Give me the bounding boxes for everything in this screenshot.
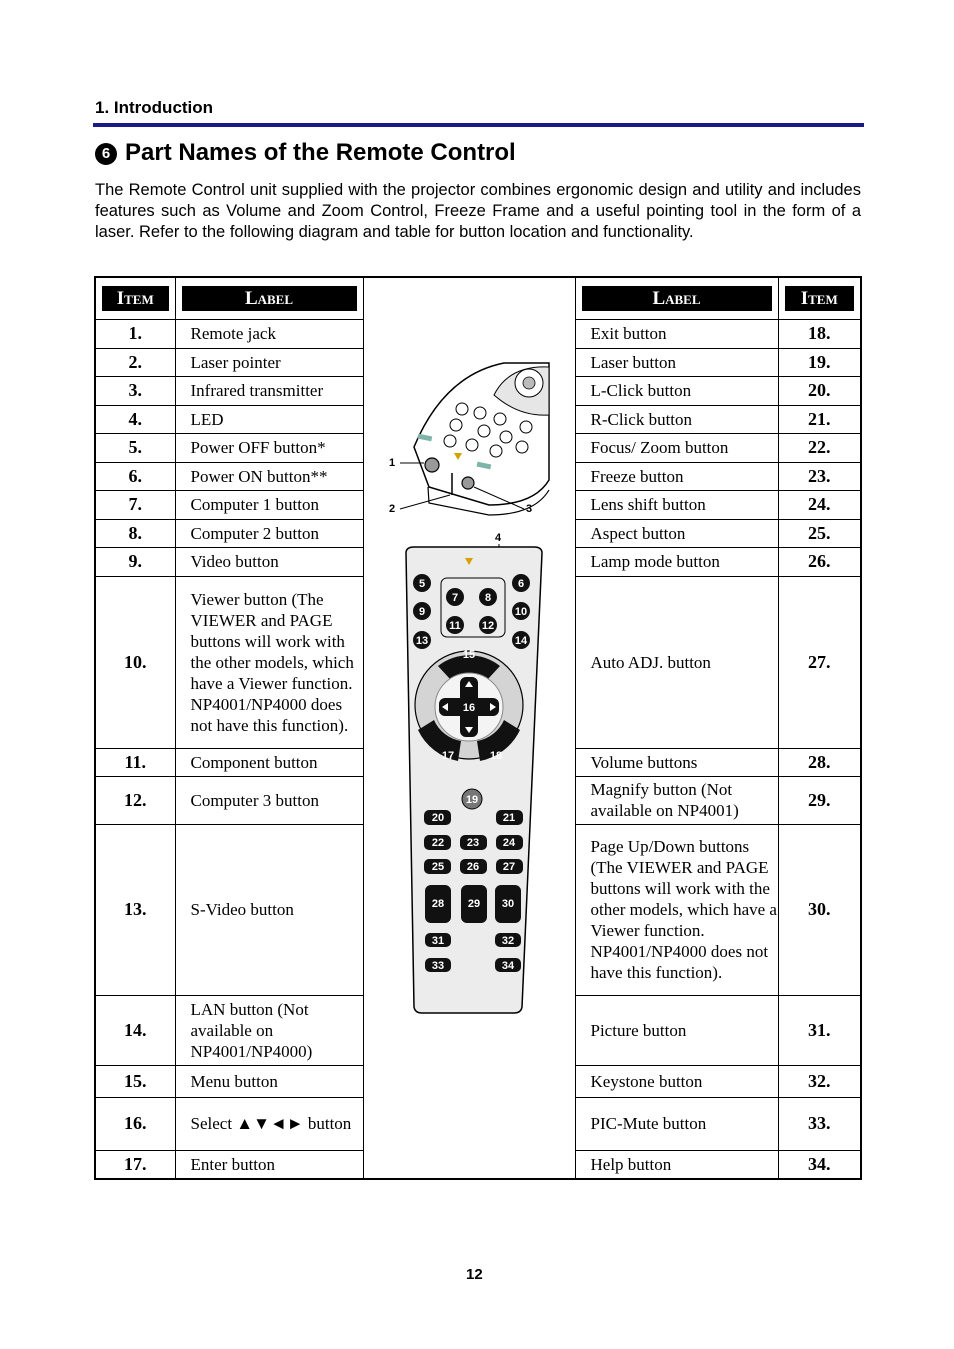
right-item-label: Exit button [575, 319, 778, 348]
right-item-number: 26. [778, 547, 861, 576]
callout-17: 17 [441, 750, 455, 762]
right-item-label: R-Click button [575, 405, 778, 433]
callout-25: 25 [431, 861, 445, 873]
left-item-number: 2. [95, 348, 175, 376]
callout-22: 22 [431, 837, 445, 849]
callout-34: 34 [501, 960, 515, 972]
callout-24: 24 [502, 837, 516, 849]
callout-27: 27 [502, 861, 516, 873]
right-item-number: 31. [778, 995, 861, 1065]
left-item-label: LAN button (Not available on NP4001/NP4000) [175, 995, 363, 1065]
left-item-label: Computer 3 button [175, 776, 363, 824]
left-item-number: 11. [95, 748, 175, 776]
callout-10: 10 [514, 606, 528, 618]
callout-12: 12 [481, 620, 495, 632]
left-item-number: 17. [95, 1150, 175, 1179]
left-item-number: 4. [95, 405, 175, 433]
callout-32: 32 [501, 935, 515, 947]
callout-29: 29 [467, 898, 481, 910]
left-item-number: 1. [95, 319, 175, 348]
callout-13: 13 [415, 635, 429, 647]
intro-paragraph: The Remote Control unit supplied with the projector combines ergonomic design and utility and includes features such as Volume and Zoom Control, Freeze Frame and a useful pointing tool in the form of a laser. Refer to the following diagram and table for button location and functionality. [95, 181, 861, 241]
right-label-header [575, 277, 778, 319]
left-item-label: Menu button [175, 1065, 363, 1097]
right-item-number: 32. [778, 1065, 861, 1097]
left-item-number: 9. [95, 547, 175, 576]
infrared-transmitter-icon [462, 477, 474, 489]
right-item-label: Magnify button (Not available on NP4001) [575, 776, 778, 824]
callout-3: 3 [526, 503, 533, 515]
callout-14: 14 [514, 635, 528, 647]
callout-15: 15 [462, 649, 476, 661]
left-label-header [175, 277, 363, 319]
page-title [95, 139, 516, 167]
left-item-number: 5. [95, 433, 175, 462]
right-item-label: Laser button [575, 348, 778, 376]
left-item-number: 14. [95, 995, 175, 1065]
left-item-label: Remote jack [175, 319, 363, 348]
right-item-number: 33. [778, 1097, 861, 1150]
remote-jack-icon [425, 458, 439, 472]
right-item-label: Help button [575, 1150, 778, 1179]
callout-8: 8 [484, 592, 492, 604]
right-item-number: 23. [778, 462, 861, 490]
page-title-text: Part Names of the Remote Control [125, 139, 516, 166]
right-item-label: L-Click button [575, 376, 778, 405]
callout-1: 1 [389, 457, 396, 469]
header-rule [93, 123, 864, 127]
right-item-label: Page Up/Down buttons (The VIEWER and PAGE buttons will work with the other models, which have a Viewer function. NP4001/NP4000 does not have this function). [575, 824, 778, 995]
callout-18: 18 [489, 750, 503, 762]
callout-23: 23 [466, 837, 480, 849]
left-item-label: LED [175, 405, 363, 433]
left-item-label: Component button [175, 748, 363, 776]
left-item-number: 3. [95, 376, 175, 405]
callout-20: 20 [431, 812, 445, 824]
remote-control-illustration [384, 355, 574, 1020]
callout-33: 33 [431, 960, 445, 972]
left-item-number: 6. [95, 462, 175, 490]
right-item-label: Picture button [575, 995, 778, 1065]
section-number-badge: 6 [95, 143, 117, 165]
callout-28: 28 [431, 898, 445, 910]
right-item-label: Auto ADJ. button [575, 576, 778, 748]
right-item-label: Keystone button [575, 1065, 778, 1097]
left-item-number: 12. [95, 776, 175, 824]
right-item-number: 34. [778, 1150, 861, 1179]
right-item-header-text: Item [785, 286, 855, 311]
right-item-number: 28. [778, 748, 861, 776]
callout-26: 26 [466, 861, 480, 873]
left-item-label: Power OFF button* [175, 433, 363, 462]
left-item-number: 15. [95, 1065, 175, 1097]
callout-9: 9 [418, 606, 426, 618]
left-item-number: 7. [95, 490, 175, 519]
left-item-number: 16. [95, 1097, 175, 1150]
callout-2: 2 [389, 503, 396, 515]
left-label-header-text: Label [182, 286, 357, 311]
callout-16: 16 [462, 702, 476, 714]
callout-31: 31 [431, 935, 445, 947]
right-item-number: 25. [778, 519, 861, 547]
left-item-label: Viewer button (The VIEWER and PAGE buttons will work with the other models, which have a Viewer function. NP4001/NP4000 does not have this function). [175, 576, 363, 748]
left-item-label: Video button [175, 547, 363, 576]
table-header-row [95, 277, 861, 319]
right-item-label: Lens shift button [575, 490, 778, 519]
left-item-label: Power ON button** [175, 462, 363, 490]
callout-19: 19 [465, 794, 479, 806]
left-item-header-text: Item [102, 286, 169, 311]
right-item-number: 29. [778, 776, 861, 824]
right-item-label: Aspect button [575, 519, 778, 547]
left-item-label: Laser pointer [175, 348, 363, 376]
right-item-label: Focus/ Zoom button [575, 433, 778, 462]
right-item-number: 20. [778, 376, 861, 405]
callout-7: 7 [451, 592, 459, 604]
right-item-label: Freeze button [575, 462, 778, 490]
left-item-number: 8. [95, 519, 175, 547]
right-item-header [778, 277, 861, 319]
right-item-number: 27. [778, 576, 861, 748]
callout-30: 30 [501, 898, 515, 910]
right-item-number: 24. [778, 490, 861, 519]
right-item-label: Volume buttons [575, 748, 778, 776]
right-item-number: 18. [778, 319, 861, 348]
right-item-number: 19. [778, 348, 861, 376]
left-item-number: 10. [95, 576, 175, 748]
left-item-label: Infrared transmitter [175, 376, 363, 405]
left-item-label: Enter button [175, 1150, 363, 1179]
left-item-label: Select ▲▼◄► button [175, 1097, 363, 1150]
right-item-label: PIC-Mute button [575, 1097, 778, 1150]
right-item-number: 21. [778, 405, 861, 433]
right-label-header-text: Label [582, 286, 772, 311]
page-number: 12 [466, 1266, 483, 1283]
left-item-header [95, 277, 175, 319]
left-item-label: Computer 2 button [175, 519, 363, 547]
callout-4: 4 [495, 532, 502, 544]
section-heading: 1. Introduction [95, 98, 214, 117]
callout-5: 5 [418, 578, 426, 590]
callout-11: 11 [449, 620, 461, 632]
remote-diagram [384, 355, 574, 1025]
left-item-label: Computer 1 button [175, 490, 363, 519]
right-item-label: Lamp mode button [575, 547, 778, 576]
left-item-label: S-Video button [175, 824, 363, 995]
callout-21: 21 [502, 812, 516, 824]
right-item-number: 22. [778, 433, 861, 462]
right-item-number: 30. [778, 824, 861, 995]
left-item-number: 13. [95, 824, 175, 995]
callout-6: 6 [517, 578, 525, 590]
